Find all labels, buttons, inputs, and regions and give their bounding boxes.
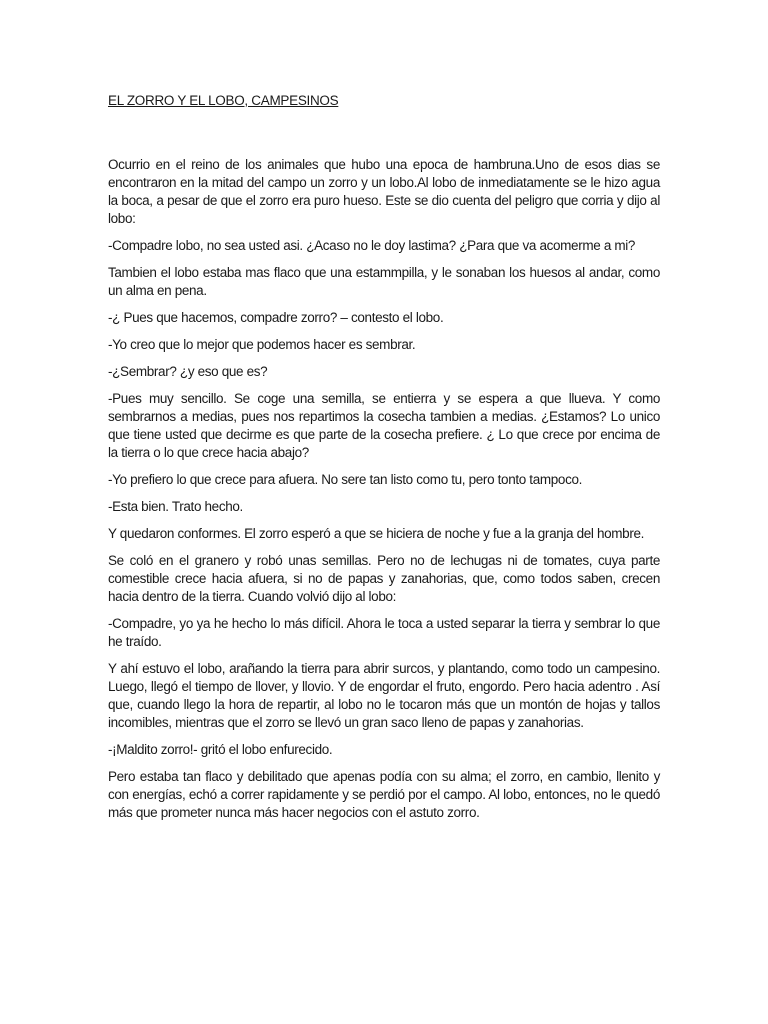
paragraph: Ocurrio en el reino de los animales que hubo una epoca de hambruna.Uno de esos dias se encontraron en la mitad del campo un zorro y un lobo.Al lobo de inmediatamente se le hizo agua la boca, a pesar de que el zorro era puro hueso. Este se dio cuenta del peligro que corria y dijo al lobo: [108, 157, 660, 226]
paragraph: Tambien el lobo estaba mas flaco que una estammpilla, y le sonaban los huesos al andar, como un alma en pena. [108, 265, 660, 298]
paragraph: -Compadre, yo ya he hecho lo más difícil. Ahora le toca a usted separar la tierra y sembrar lo que he traído. [108, 616, 660, 649]
paragraph: -¿ Pues que hacemos, compadre zorro? – contesto el lobo. [108, 310, 444, 325]
document-body [108, 156, 660, 822]
paragraph: Pero estaba tan flaco y debilitado que apenas podía con su alma; el zorro, en cambio, llenito y con energías, echó a correr rapidamente y se perdió por el campo. Al lobo, entonces, no le quedó más que prometer nunca más hacer negocios con el astuto zorro. [108, 769, 660, 820]
paragraph: Y quedaron conformes. El zorro esperó a que se hiciera de noche y fue a la granja del hombre. [108, 526, 645, 541]
paragraph: Se coló en el granero y robó unas semillas. Pero no de lechugas ni de tomates, cuya parte comestible crece hacia afuera, si no de papas y zanahorias, que, como todos saben, crecen hacia dentro de la tierra. Cuando volvió dijo al lobo: [108, 553, 660, 604]
paragraph: Y ahí estuvo el lobo, arañando la tierra para abrir surcos, y plantando, como todo un campesino. Luego, llegó el tiempo de llover, y llovio. Y de engordar el fruto, engordo. Pero hacia adentro . Así que, cuando llego la hora de repartir, al lobo no le tocaron más que un montón de hojas y tallos incomibles, mientras que el zorro se llevó un gran saco lleno de papas y zanahorias. [108, 661, 660, 730]
paragraph: -Yo creo que lo mejor que podemos hacer es sembrar. [108, 337, 416, 352]
paragraph: -¡Maldito zorro!- gritó el lobo enfurecido. [108, 742, 333, 757]
paragraph: -Esta bien. Trato hecho. [108, 499, 243, 514]
paragraph: -¿Sembrar? ¿y eso que es? [108, 364, 268, 379]
paragraph: -Pues muy sencillo. Se coge una semilla, se entierra y se espera a que llueva. Y como sembrarnos a medias, pues nos repartimos la cosecha tambien a medias. ¿Estamos? Lo unico que tiene usted que decirme es que parte de la cosecha prefiere. ¿ Lo que crece por encima de la tierra o lo que crece hacia abajo? [108, 391, 660, 460]
paragraph: -Compadre lobo, no sea usted asi. ¿Acaso no le doy lastima? ¿Para que va acomerme a mi? [108, 238, 636, 253]
document-title: EL ZORRO Y EL LOBO, CAMPESINOS [108, 93, 339, 108]
paragraph: -Yo prefiero lo que crece para afuera. No sere tan listo como tu, pero tonto tampoco. [108, 472, 583, 487]
